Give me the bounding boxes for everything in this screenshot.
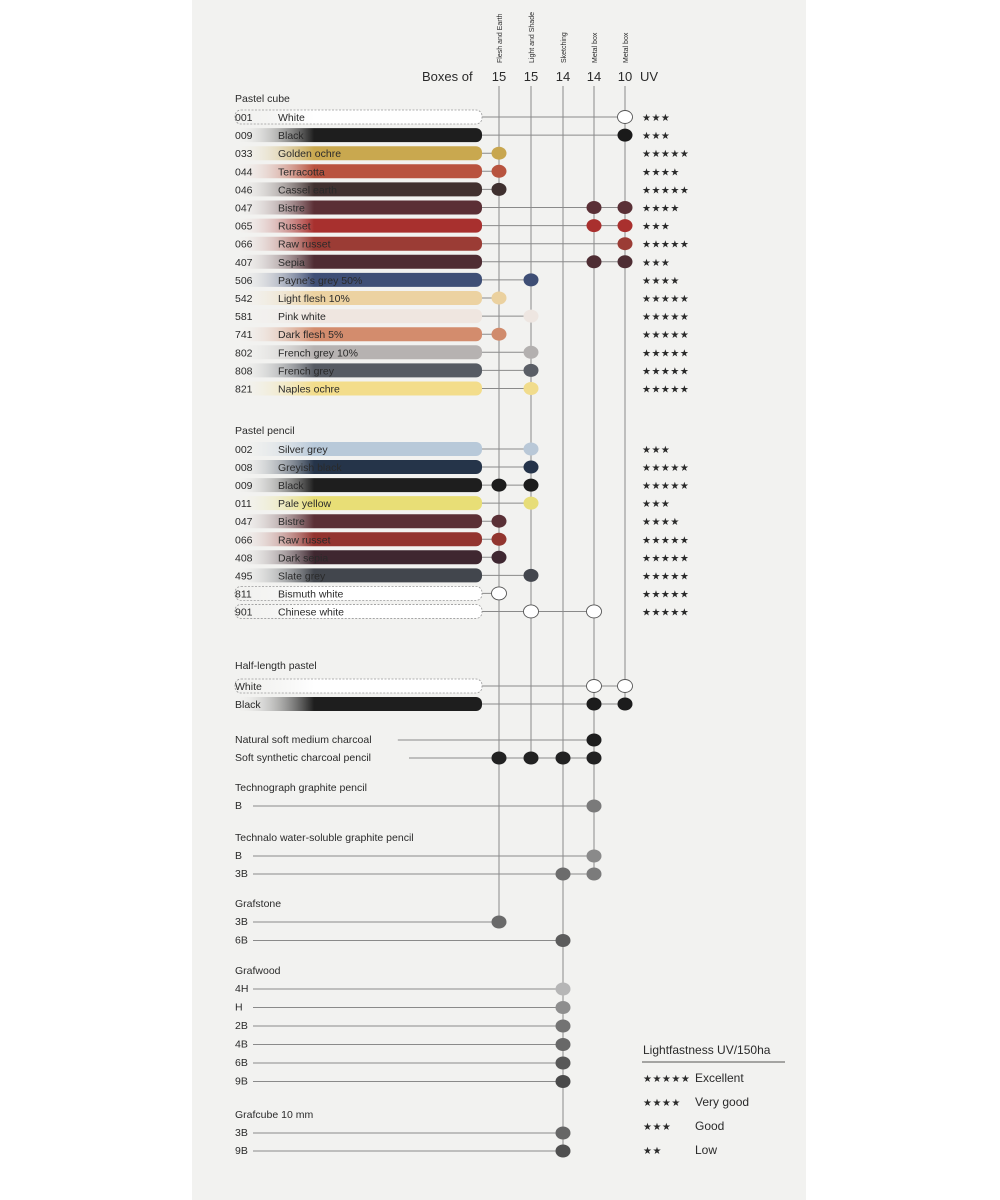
product-label: Natural soft medium charcoal — [235, 734, 372, 746]
color-name: White — [235, 681, 262, 693]
color-code: 408 — [235, 552, 253, 565]
color-bar — [235, 110, 482, 124]
box-marker — [618, 201, 633, 214]
box-marker — [618, 129, 633, 142]
lightfastness-stars: ★★★★ — [642, 275, 680, 287]
color-bar — [235, 291, 482, 305]
color-name: Greyish black — [278, 462, 342, 475]
box-marker — [524, 364, 539, 377]
lightfastness-stars: ★★★★★ — [642, 535, 690, 547]
product-label: 6B — [235, 934, 248, 947]
color-name: Raw russet — [278, 534, 331, 547]
color-name: Bistre — [278, 516, 305, 529]
color-name: Pink white — [278, 311, 326, 324]
color-code: 581 — [235, 311, 253, 324]
color-bar — [235, 146, 482, 160]
product-label: 9B — [235, 1145, 248, 1157]
box-marker — [556, 983, 571, 996]
column-title: Flesh and Earth — [497, 13, 504, 63]
box-marker — [524, 479, 539, 492]
color-name: Chinese white — [278, 606, 344, 619]
color-bar — [235, 532, 482, 546]
lightfastness-stars: ★★★★ — [642, 517, 680, 529]
legend-stars: ★★ — [643, 1146, 662, 1157]
box-marker — [618, 111, 633, 124]
color-bar — [235, 496, 482, 510]
lightfastness-stars: ★★★ — [642, 257, 671, 269]
color-name: Raw russet — [278, 238, 331, 251]
color-code: 065 — [235, 220, 253, 233]
legend-title: Lightfastness UV/150ha — [643, 1043, 771, 1057]
color-bar — [235, 219, 482, 233]
box-marker — [524, 443, 539, 456]
lightfastness-stars: ★★★★★ — [642, 384, 690, 396]
color-code: 008 — [235, 462, 253, 475]
box-marker — [524, 310, 539, 323]
color-name: French grey — [278, 365, 335, 378]
legend-label: Excellent — [695, 1071, 744, 1085]
color-code: 046 — [235, 184, 253, 197]
color-box-chart — [192, 0, 806, 1200]
product-label: 6B — [235, 1057, 248, 1069]
product-label: 3B — [235, 916, 248, 928]
section-title: Technalo water-soluble graphite pencil — [235, 832, 414, 844]
box-marker — [556, 1127, 571, 1140]
box-marker — [524, 569, 539, 582]
lightfastness-stars: ★★★★★ — [642, 607, 690, 619]
color-bar — [235, 255, 482, 269]
legend-stars: ★★★★ — [643, 1098, 681, 1109]
color-bar — [235, 327, 482, 341]
column-title: Metal box — [623, 32, 630, 63]
color-bar — [235, 604, 482, 618]
column-count: 14 — [586, 69, 602, 84]
product-label: B — [235, 850, 243, 862]
box-marker — [492, 328, 507, 341]
box-marker — [587, 219, 602, 232]
color-bar — [235, 309, 482, 323]
color-code: 741 — [235, 329, 253, 342]
column-title: Sketching — [561, 32, 568, 63]
product-label: 4H — [235, 983, 249, 995]
color-code: 808 — [235, 365, 253, 378]
product-label: 2B — [235, 1020, 248, 1032]
color-code: 044 — [235, 166, 253, 179]
color-bar — [235, 568, 482, 582]
lightfastness-stars: ★★★★★ — [642, 330, 690, 342]
chart-page — [192, 0, 806, 1200]
color-bar — [235, 478, 482, 492]
box-marker — [556, 868, 571, 881]
product-label: 3B — [235, 868, 248, 880]
box-marker — [587, 605, 602, 618]
section-title: Pastel pencil — [235, 425, 295, 437]
color-code: 821 — [235, 383, 253, 396]
product-label: B — [235, 800, 243, 812]
lightfastness-stars: ★★★★★ — [642, 149, 690, 161]
lightfastness-stars: ★★★★★ — [642, 463, 690, 475]
color-name: Slate grey — [278, 570, 326, 583]
color-name: French grey 10% — [278, 347, 358, 360]
box-marker — [618, 680, 633, 693]
color-bar — [235, 345, 482, 359]
color-code: 009 — [235, 130, 253, 143]
product-label: 3B — [235, 1127, 248, 1139]
box-marker — [618, 698, 633, 711]
color-bar — [235, 514, 482, 528]
column-count: 14 — [555, 69, 571, 84]
color-bar — [235, 363, 482, 377]
box-marker — [587, 255, 602, 268]
box-marker — [556, 1020, 571, 1033]
color-code: 506 — [235, 274, 253, 287]
legend-stars: ★★★★★ — [643, 1074, 691, 1085]
box-marker — [587, 868, 602, 881]
section-title: Half-length pastel — [235, 660, 317, 672]
color-code: 495 — [235, 570, 253, 583]
box-marker — [524, 382, 539, 395]
color-bar — [235, 182, 482, 196]
product-label: Soft synthetic charcoal pencil — [235, 752, 371, 764]
box-marker — [587, 800, 602, 813]
box-marker — [492, 752, 507, 765]
box-marker — [587, 680, 602, 693]
product-label: 9B — [235, 1075, 248, 1088]
color-code: 011 — [235, 498, 252, 511]
box-marker — [556, 1075, 571, 1088]
lightfastness-stars: ★★★ — [642, 445, 671, 456]
box-marker — [618, 237, 633, 250]
lightfastness-stars: ★★★★★ — [642, 553, 690, 565]
color-bar — [235, 382, 482, 396]
box-marker — [492, 916, 507, 929]
section-title: Grafcube 10 mm — [235, 1109, 314, 1121]
section-title: Technograph graphite pencil — [235, 782, 367, 794]
color-code: 033 — [235, 148, 253, 161]
box-marker — [556, 1145, 571, 1158]
product-label: H — [235, 1001, 243, 1014]
lightfastness-stars: ★★★ — [642, 131, 671, 143]
lightfastness-stars: ★★★★★ — [642, 348, 690, 360]
box-marker — [524, 605, 539, 618]
box-marker — [524, 497, 539, 510]
box-marker — [492, 587, 507, 600]
color-name: Bismuth white — [278, 588, 344, 601]
lightfastness-stars: ★★★★★ — [642, 185, 690, 197]
column-count: 10 — [617, 69, 633, 84]
box-marker — [524, 461, 539, 474]
color-bar — [235, 442, 482, 456]
color-name: Cassel earth — [278, 184, 337, 197]
color-code: 811 — [235, 588, 252, 601]
color-name: Dark flesh 5% — [278, 329, 344, 342]
box-marker — [492, 551, 507, 564]
color-bar — [235, 164, 482, 178]
color-name: Light flesh 10% — [278, 293, 350, 305]
color-name: Pale yellow — [278, 498, 332, 511]
box-marker — [524, 273, 539, 286]
lightfastness-stars: ★★★★★ — [642, 239, 690, 251]
color-code: 802 — [235, 347, 253, 360]
lightfastness-stars: ★★★★★ — [642, 571, 690, 583]
color-bar — [235, 460, 482, 474]
box-marker — [618, 255, 633, 268]
color-name: White — [278, 112, 305, 124]
box-marker — [492, 147, 507, 160]
box-marker — [618, 219, 633, 232]
color-code: 009 — [235, 480, 253, 493]
legend-label: Very good — [695, 1095, 750, 1109]
color-code: 047 — [235, 202, 253, 215]
box-marker — [587, 752, 602, 765]
color-code: 901 — [235, 606, 253, 619]
color-code: 001 — [235, 112, 253, 124]
box-marker — [587, 734, 602, 747]
box-marker — [556, 752, 571, 765]
color-name: Black — [278, 480, 304, 493]
color-code: 047 — [235, 516, 253, 529]
color-bar — [235, 679, 482, 693]
color-name: Golden ochre — [278, 148, 342, 161]
column-count: 15 — [491, 69, 507, 84]
box-marker — [556, 1001, 571, 1014]
box-marker — [524, 346, 539, 359]
color-code: 066 — [235, 534, 253, 547]
color-code: 407 — [235, 256, 253, 269]
color-code: 002 — [235, 444, 253, 456]
lightfastness-stars: ★★★★ — [642, 167, 680, 179]
box-marker — [556, 1057, 571, 1070]
box-marker — [492, 515, 507, 528]
legend-label: Good — [695, 1119, 725, 1133]
section-title: Grafwood — [235, 965, 281, 977]
legend-label: Low — [695, 1143, 718, 1157]
product-label: 4B — [235, 1038, 248, 1051]
box-marker — [556, 1038, 571, 1051]
lightfastness-stars: ★★★★ — [642, 203, 680, 215]
column-count: 15 — [523, 69, 539, 84]
color-name: Bistre — [278, 202, 305, 215]
box-marker — [524, 752, 539, 765]
section-title: Pastel cube — [235, 93, 290, 105]
color-bar — [235, 237, 482, 251]
color-name: Silver grey — [278, 444, 328, 456]
color-name: Black — [278, 130, 304, 143]
lightfastness-stars: ★★★ — [642, 499, 671, 511]
box-marker — [587, 850, 602, 863]
lightfastness-stars: ★★★★★ — [642, 294, 690, 305]
lightfastness-stars: ★★★★★ — [642, 481, 690, 493]
color-name: Dark sepia — [278, 552, 329, 565]
color-bar — [235, 550, 482, 564]
box-marker — [587, 698, 602, 711]
box-marker — [492, 292, 507, 305]
box-marker — [587, 201, 602, 214]
lightfastness-stars: ★★★★★ — [642, 366, 690, 378]
legend-stars: ★★★ — [643, 1122, 672, 1133]
box-marker — [492, 165, 507, 178]
box-marker — [492, 479, 507, 492]
color-name: Black — [235, 699, 261, 711]
color-bar — [235, 201, 482, 215]
box-marker — [492, 183, 507, 196]
uv-label: UV — [640, 69, 659, 84]
column-title: Metal box — [592, 32, 599, 63]
color-bar — [235, 697, 482, 711]
lightfastness-stars: ★★★ — [642, 113, 671, 124]
boxes-of-label: Boxes of — [422, 69, 473, 84]
color-bar — [235, 586, 482, 600]
color-name: Terracotta — [278, 166, 325, 179]
column-title: Light and Shade — [529, 12, 536, 63]
color-name: Naples ochre — [278, 383, 340, 396]
lightfastness-stars: ★★★ — [642, 221, 671, 233]
lightfastness-stars: ★★★★★ — [642, 589, 690, 601]
color-name: Payne's grey 50% — [278, 274, 363, 287]
color-code: 542 — [235, 293, 253, 305]
color-name: Sepia — [278, 256, 305, 269]
lightfastness-stars: ★★★★★ — [642, 312, 690, 324]
box-marker — [556, 934, 571, 947]
color-bar — [235, 128, 482, 142]
color-code: 066 — [235, 238, 253, 251]
color-name: Russet — [278, 220, 311, 233]
box-marker — [492, 533, 507, 546]
section-title: Grafstone — [235, 898, 282, 910]
